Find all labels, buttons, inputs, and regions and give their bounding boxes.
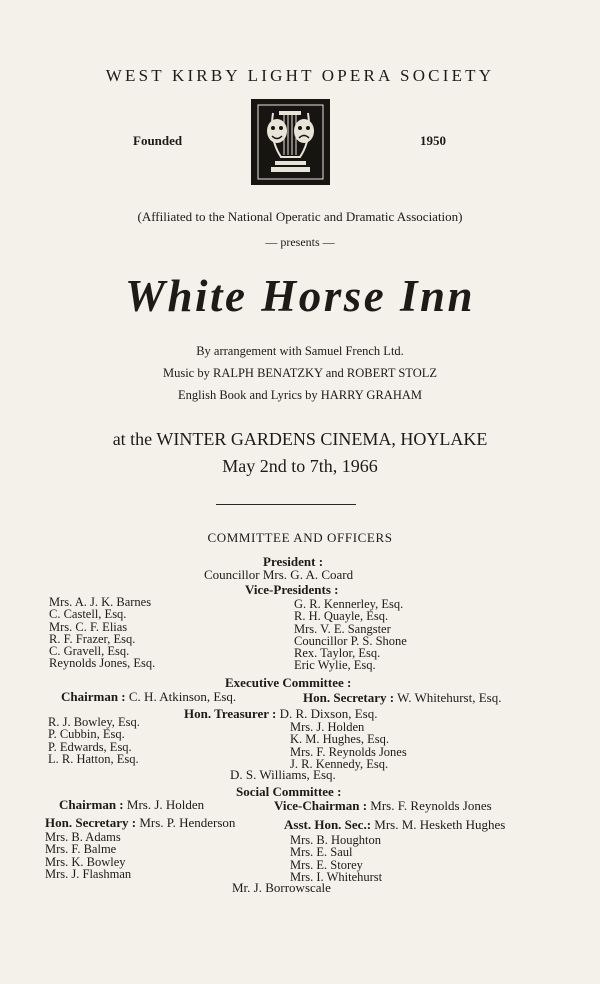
list-item: Mrs. J. Holden (290, 720, 365, 734)
president-name: Councillor Mrs. G. A. Coard (204, 567, 354, 582)
list-item: Mrs. J. Flashman (45, 866, 132, 881)
list-item: Mrs. F. Balme (45, 842, 117, 857)
exec-last-member: D. S. Williams, Esq. (230, 767, 336, 782)
venue-line: at the WINTER GARDENS CINEMA, HOYLAKE (112, 429, 488, 449)
exec-chairman-line (61, 691, 236, 704)
social-right-list (290, 834, 382, 883)
social-last-member: Mr. J. Borrowscale (232, 880, 331, 895)
social-asst-secretary-label: Asst. Hon. Sec.: (284, 817, 372, 832)
list-item: R. F. Frazer, Esq. (49, 631, 136, 646)
exec-secretary-label: Hon. Secretary : (303, 690, 395, 705)
exec-right-list (290, 721, 407, 770)
social-chairman-line (59, 799, 204, 812)
credit-music: Music by RALPH BENATZKY and ROBERT STOLZ (162, 366, 438, 380)
exec-secretary-name: W. Whitehurst, Esq. (397, 690, 502, 705)
exec-chairman-name: C. H. Atkinson, Esq. (128, 689, 237, 704)
executive-committee-label: Executive Committee : (225, 675, 352, 690)
list-item: R. J. Bowley, Esq. (48, 715, 140, 729)
list-item: Eric Wylie, Esq. (294, 658, 376, 673)
list-item: Rex. Taylor, Esq. (294, 646, 381, 661)
list-item: Mrs. B. Houghton (290, 833, 381, 847)
founded-year: 1950 (420, 133, 446, 148)
affiliation-note: (Affiliated to the National Operatic and Dramatic Association) (137, 209, 463, 224)
list-item: Mrs. I. Whitehurst (290, 869, 383, 884)
performance-dates: May 2nd to 7th, 1966 (222, 456, 378, 476)
exec-secretary-line (303, 692, 501, 705)
list-item: L. R. Hatton, Esq. (48, 751, 139, 766)
treasurer-line (184, 708, 377, 721)
society-name: WEST KIRBY LIGHT OPERA SOCIETY (105, 66, 495, 85)
social-vice-chairman-name: Mrs. F. Reynolds Jones (370, 798, 492, 813)
list-item: Mrs. F. Reynolds Jones (290, 744, 407, 759)
list-item: P. Cubbin, Esq. (48, 727, 125, 742)
social-secretary-name: Mrs. P. Henderson (139, 815, 236, 830)
list-item: G. R. Kennerley, Esq. (294, 597, 404, 611)
list-item: Mrs. B. Adams (45, 830, 121, 844)
vice-presidents-left-list (49, 596, 155, 670)
vice-presidents-label: Vice-Presidents : (245, 582, 339, 597)
committee-heading: COMMITTEE AND OFFICERS (207, 530, 393, 545)
social-asst-secretary-line (284, 819, 505, 832)
list-item: Mrs. A. J. K. Barnes (49, 595, 152, 609)
president-label: President : (263, 554, 324, 569)
social-left-list (45, 831, 131, 880)
treasurer-label: Hon. Treasurer : (184, 706, 277, 721)
founded-label: Founded (133, 133, 183, 148)
list-item: Mrs. E. Saul (290, 845, 353, 860)
list-item: R. H. Quayle, Esq. (294, 609, 389, 624)
show-title: White Horse Inn (124, 271, 476, 321)
lyre-masks-emblem-icon (251, 99, 330, 185)
list-item: J. R. Kennedy, Esq. (290, 756, 389, 771)
list-item: P. Edwards, Esq. (48, 739, 132, 754)
vice-presidents-right-list (294, 598, 407, 672)
exec-left-list (48, 716, 140, 765)
list-item: Mrs. E. Storey (290, 857, 363, 872)
social-asst-secretary-name: Mrs. M. Hesketh Hughes (374, 817, 506, 832)
social-chairman-label: Chairman : (59, 797, 124, 812)
list-item: Mrs. C. F. Elias (49, 619, 128, 634)
divider-rule (216, 504, 356, 505)
credit-arrangement: By arrangement with Samuel French Ltd. (196, 344, 404, 358)
list-item: Councillor P. S. Shone (294, 633, 407, 648)
treasurer-name: D. R. Dixson, Esq. (279, 706, 378, 721)
social-secretary-line (45, 817, 235, 830)
list-item: Reynolds Jones, Esq. (49, 656, 156, 671)
social-committee-label: Social Committee : (236, 784, 342, 799)
social-chairman-name: Mrs. J. Holden (126, 797, 205, 812)
social-vice-chairman-label: Vice-Chairman : (274, 798, 368, 813)
list-item: C. Gravell, Esq. (49, 644, 130, 659)
exec-chairman-label: Chairman : (61, 689, 126, 704)
social-vice-chairman-line (274, 800, 492, 813)
list-item: Mrs. K. Bowley (45, 854, 126, 869)
social-secretary-label: Hon. Secretary : (45, 815, 137, 830)
list-item: Mrs. V. E. Sangster (294, 621, 391, 636)
credit-book: English Book and Lyrics by HARRY GRAHAM (178, 388, 422, 402)
list-item: C. Castell, Esq. (49, 607, 127, 622)
list-item: K. M. Hughes, Esq. (290, 732, 389, 747)
presents-line: — presents — (265, 235, 335, 249)
